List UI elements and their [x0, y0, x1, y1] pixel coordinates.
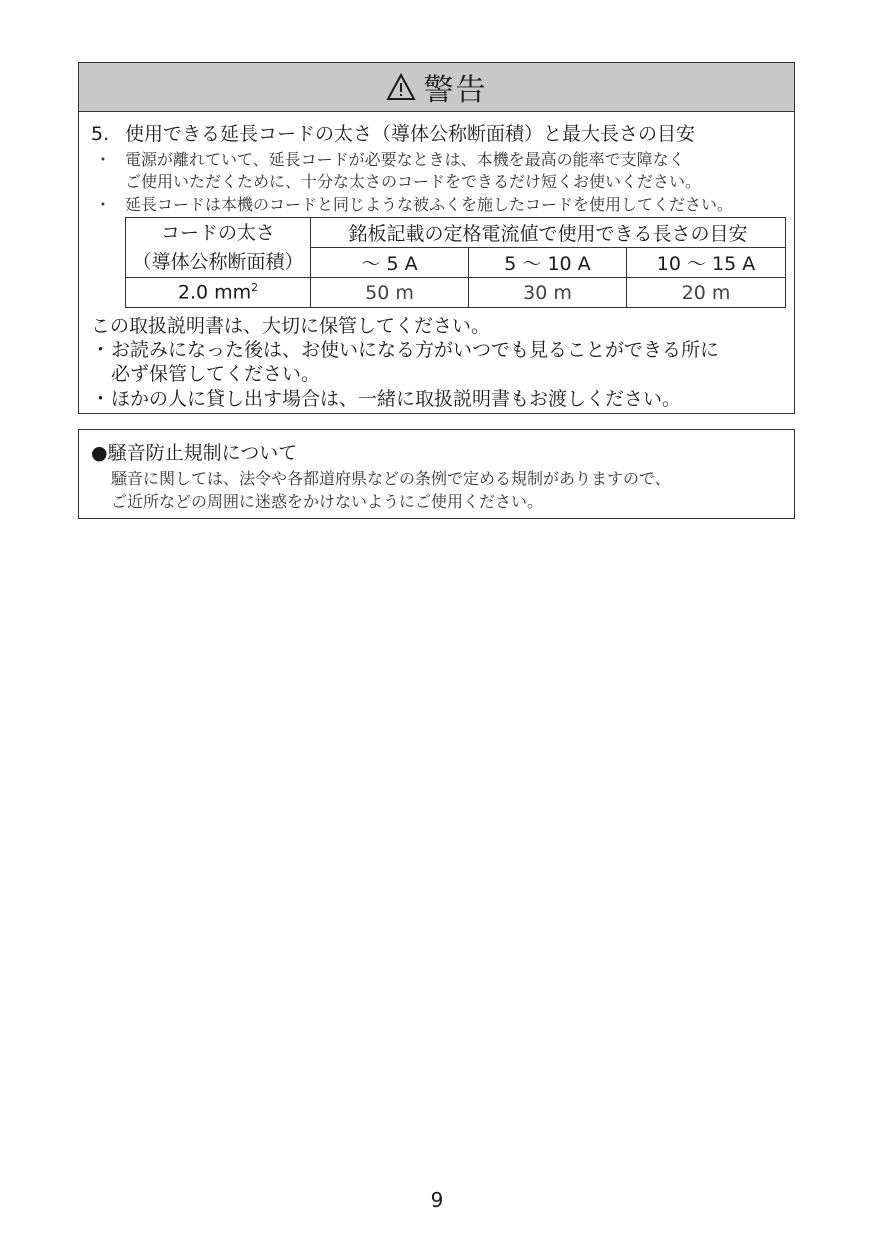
keep-bullet-text: ほかの人に貸し出す場合は、一緒に取扱説明書もお渡しください。 — [111, 388, 682, 410]
keep-bullet-text: お読みになった後は、お使いになる方がいつでも見ることができる所に — [111, 339, 720, 361]
bullet-marker: ・ — [91, 339, 111, 361]
bullet-marker: ・ — [95, 150, 112, 169]
length-cell: 50 m — [311, 278, 469, 308]
current-col-header: 10 ～ 15 A — [627, 248, 786, 278]
cord-size-header — [126, 218, 311, 278]
bullet-marker: ・ — [91, 388, 111, 410]
bullet-text-cont: ご使用いただくために、十分な太さのコードをできるだけ短くお使いください。 — [125, 172, 702, 191]
keep-bullet — [91, 335, 719, 362]
bullet-item — [95, 192, 733, 215]
length-cell: 30 m — [469, 278, 627, 308]
current-col-header: ～ 5 A — [311, 248, 469, 278]
warning-header — [79, 63, 794, 112]
keep-bullet — [91, 384, 681, 411]
length-cell: 20 m — [627, 278, 786, 308]
cord-size-header-line1: コードの太さ — [160, 221, 275, 244]
item-title: 使用できる延長コードの太さ（導体公称断面積）と最大長さの目安 — [125, 123, 696, 145]
warning-title: 警告 — [423, 73, 488, 108]
cord-size-value: 2.0 mm — [177, 281, 252, 304]
item-number: 5. — [91, 123, 110, 145]
current-col-header: 5 ～ 10 A — [469, 248, 627, 278]
warning-box — [78, 62, 795, 414]
cord-size-superscript: 2 — [251, 281, 259, 295]
item-heading — [91, 119, 695, 146]
noise-regulation-box — [78, 429, 795, 519]
keep-bullet-text-cont: 必ず保管してください。 — [111, 363, 321, 385]
warning-triangle-icon — [386, 73, 416, 101]
bullet-text: 電源が離れていて、延長コードが必要なときは、本機を最高の能率で支障なく — [125, 150, 685, 169]
bullet-item — [95, 147, 685, 170]
noise-body-line: 騒音に関しては、法令や各都道府県などの条例で定める規制がありますので、 — [111, 469, 671, 488]
cord-size-table — [125, 217, 786, 308]
bullet-text: 延長コードは本機のコードと同じような被ふくを施したコードを使用してください。 — [125, 195, 734, 214]
noise-body-line: ご近所などの周囲に迷惑をかけないようにご使用ください。 — [111, 492, 544, 511]
noise-title: ●騒音防止規制について — [91, 442, 298, 464]
cord-size-header-line2: （導体公称断面積） — [132, 250, 304, 273]
bullet-marker: ・ — [95, 195, 112, 214]
page-number: 9 — [430, 1188, 444, 1212]
length-group-header: 銘板記載の定格電流値で使用できる長さの目安 — [311, 218, 786, 248]
cord-size-cell — [126, 278, 311, 308]
keep-manual-text: この取扱説明書は、大切に保管してください。 — [91, 315, 491, 337]
